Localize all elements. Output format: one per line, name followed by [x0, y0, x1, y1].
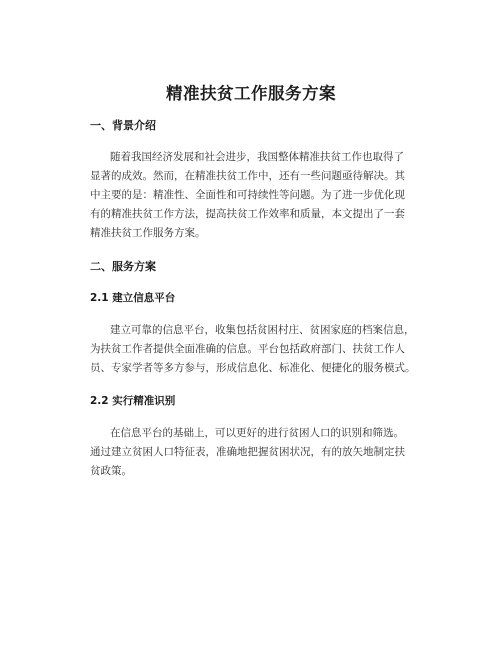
- subsection-heading-info-platform: 2.1 建立信息平台: [90, 292, 176, 304]
- paragraph-line: 随着我国经济发展和社会进步，我国整体精准扶贫工作也取得了: [110, 151, 404, 163]
- paragraph-line: 贫政策。: [90, 465, 132, 477]
- document-title: 精准扶贫工作服务方案: [166, 84, 336, 103]
- paragraph-line: 有的精准扶贫工作方法，提高扶贫工作效率和质量，本文提出了一套: [90, 208, 405, 220]
- subsection-heading-precise-identification: 2.2 实行精准识别: [90, 395, 176, 407]
- paragraph-line: 在信息平台的基础上，可以更好的进行贫困人口的识别和筛选。: [110, 427, 404, 439]
- paragraph-line: 员、专家学者等多方参与，形成信息化、标准化、便捷化的服务模式。: [90, 362, 416, 374]
- paragraph-line: 为扶贫工作者提供全面准确的信息。平台包括政府部门、扶贫工作人: [90, 343, 405, 355]
- section-heading-service-plan: 二、服务方案: [90, 260, 156, 273]
- paragraph-line: 中主要的是：精准性、全面性和可持续性等问题。为了进一步优化现: [90, 189, 405, 201]
- paragraph-line: 精准扶贫工作服务方案。: [90, 227, 206, 239]
- paragraph-line: 显著的成效。然而，在精准扶贫工作中，还有一些问题亟待解决。其: [90, 170, 405, 182]
- paragraph-line: 建立可靠的信息平台，收集包括贫困村庄、贫困家庭的档案信息，: [110, 324, 415, 336]
- paragraph-line: 通过建立贫困人口特征表，准确地把握贫困状况，有的放矢地制定扶: [90, 446, 405, 458]
- section-heading-background: 一、背景介绍: [90, 119, 156, 132]
